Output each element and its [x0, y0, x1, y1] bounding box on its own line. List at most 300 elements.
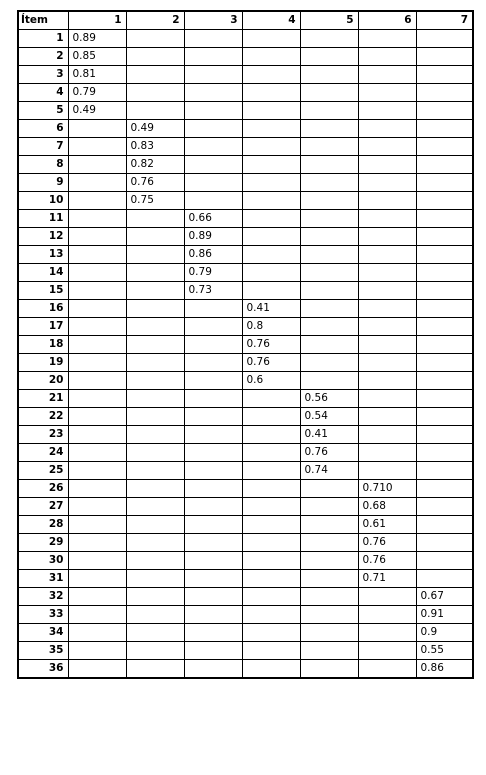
item-number-cell: 20: [18, 372, 68, 390]
loading-value: 0.86: [420, 662, 444, 674]
empty-cell: [242, 264, 300, 282]
empty-cell: [68, 606, 126, 624]
loading-value-cell: [184, 210, 242, 228]
empty-cell: [126, 552, 184, 570]
empty-cell: [358, 390, 416, 408]
empty-cell: [68, 336, 126, 354]
empty-cell: [300, 84, 358, 102]
loading-value-cell: [242, 372, 300, 390]
item-number-cell: 22: [18, 408, 68, 426]
empty-cell: [358, 606, 416, 624]
empty-cell: [300, 624, 358, 642]
table-row: [18, 318, 473, 336]
empty-cell: [358, 192, 416, 210]
empty-cell: [242, 444, 300, 462]
empty-cell: [416, 246, 473, 264]
empty-cell: [126, 516, 184, 534]
empty-cell: [68, 300, 126, 318]
loading-value-cell: [68, 84, 126, 102]
empty-cell: [242, 552, 300, 570]
empty-cell: [416, 174, 473, 192]
empty-cell: [184, 318, 242, 336]
empty-cell: [416, 156, 473, 174]
empty-cell: [68, 660, 126, 679]
empty-cell: [358, 408, 416, 426]
loading-value: 0.83: [130, 140, 154, 152]
empty-cell: [416, 318, 473, 336]
empty-cell: [358, 282, 416, 300]
empty-cell: [126, 264, 184, 282]
empty-cell: [184, 66, 242, 84]
table-row: [18, 300, 473, 318]
empty-cell: [416, 282, 473, 300]
loading-value: 0.710: [362, 482, 393, 494]
empty-cell: [184, 354, 242, 372]
item-number-cell: 15: [18, 282, 68, 300]
empty-cell: [184, 174, 242, 192]
empty-cell: [300, 192, 358, 210]
item-number-cell: 18: [18, 336, 68, 354]
empty-cell: [184, 480, 242, 498]
empty-cell: [126, 444, 184, 462]
loadings-table-container: [17, 10, 474, 679]
empty-cell: [358, 624, 416, 642]
table-row: [18, 192, 473, 210]
table-row: [18, 426, 473, 444]
table-row: [18, 282, 473, 300]
loading-value-cell: [126, 138, 184, 156]
loading-value-cell: [300, 390, 358, 408]
empty-cell: [242, 210, 300, 228]
loading-value-cell: [300, 408, 358, 426]
empty-cell: [184, 372, 242, 390]
empty-cell: [300, 480, 358, 498]
empty-cell: [416, 66, 473, 84]
table-row: [18, 336, 473, 354]
loading-value: 0.76: [304, 446, 328, 458]
table-row: [18, 138, 473, 156]
empty-cell: [126, 210, 184, 228]
empty-cell: [126, 66, 184, 84]
empty-cell: [184, 120, 242, 138]
loading-value-cell: [68, 66, 126, 84]
loading-value-cell: [416, 624, 473, 642]
loading-value-cell: [358, 480, 416, 498]
empty-cell: [358, 444, 416, 462]
table-row: [18, 390, 473, 408]
empty-cell: [358, 318, 416, 336]
item-number-cell: 21: [18, 390, 68, 408]
empty-cell: [242, 48, 300, 66]
empty-cell: [68, 120, 126, 138]
table-row: [18, 210, 473, 228]
loading-value-cell: [358, 516, 416, 534]
item-number-cell: 12: [18, 228, 68, 246]
loading-value: 0.49: [72, 104, 96, 116]
loading-value: 0.66: [188, 212, 212, 224]
empty-cell: [126, 462, 184, 480]
empty-cell: [300, 48, 358, 66]
empty-cell: [358, 84, 416, 102]
empty-cell: [300, 30, 358, 48]
empty-cell: [300, 642, 358, 660]
empty-cell: [242, 498, 300, 516]
table-row: [18, 570, 473, 588]
empty-cell: [242, 606, 300, 624]
loading-value: 0.41: [246, 302, 270, 314]
loading-value: 0.68: [362, 500, 386, 512]
empty-cell: [126, 642, 184, 660]
empty-cell: [184, 408, 242, 426]
empty-cell: [416, 300, 473, 318]
table-row: [18, 606, 473, 624]
empty-cell: [242, 66, 300, 84]
loading-value: 0.55: [420, 644, 444, 656]
table-row: [18, 516, 473, 534]
empty-cell: [416, 570, 473, 588]
empty-cell: [416, 408, 473, 426]
empty-cell: [416, 48, 473, 66]
empty-cell: [416, 30, 473, 48]
empty-cell: [300, 660, 358, 679]
empty-cell: [242, 516, 300, 534]
item-number-cell: 2: [18, 48, 68, 66]
loading-value-cell: [68, 102, 126, 120]
header-factor-5: 5: [300, 11, 358, 30]
loading-value: 0.54: [304, 410, 328, 422]
empty-cell: [358, 228, 416, 246]
loading-value: 0.56: [304, 392, 328, 404]
empty-cell: [242, 282, 300, 300]
table-row: [18, 372, 473, 390]
empty-cell: [416, 120, 473, 138]
table-body: [18, 30, 473, 679]
empty-cell: [358, 300, 416, 318]
loading-value-cell: [358, 552, 416, 570]
item-number-cell: 30: [18, 552, 68, 570]
empty-cell: [126, 282, 184, 300]
item-number-cell: 13: [18, 246, 68, 264]
table-row: [18, 48, 473, 66]
table-row: [18, 354, 473, 372]
table-row: [18, 588, 473, 606]
loading-value-cell: [68, 30, 126, 48]
empty-cell: [184, 84, 242, 102]
empty-cell: [358, 120, 416, 138]
loading-value: 0.76: [246, 338, 270, 350]
empty-cell: [242, 570, 300, 588]
loading-value-cell: [242, 300, 300, 318]
loading-value: 0.74: [304, 464, 328, 476]
empty-cell: [416, 444, 473, 462]
item-number-cell: 5: [18, 102, 68, 120]
empty-cell: [242, 534, 300, 552]
empty-cell: [242, 138, 300, 156]
empty-cell: [68, 552, 126, 570]
empty-cell: [126, 498, 184, 516]
loading-value-cell: [416, 588, 473, 606]
empty-cell: [242, 642, 300, 660]
item-number-cell: 34: [18, 624, 68, 642]
loading-value-cell: [300, 462, 358, 480]
empty-cell: [68, 228, 126, 246]
item-number-cell: 1: [18, 30, 68, 48]
empty-cell: [242, 120, 300, 138]
empty-cell: [358, 174, 416, 192]
empty-cell: [300, 138, 358, 156]
loading-value: 0.49: [130, 122, 154, 134]
empty-cell: [126, 660, 184, 679]
loading-value: 0.89: [188, 230, 212, 242]
loading-value-cell: [126, 174, 184, 192]
empty-cell: [242, 174, 300, 192]
loading-value-cell: [184, 282, 242, 300]
empty-cell: [126, 318, 184, 336]
empty-cell: [242, 588, 300, 606]
loading-value: 0.61: [362, 518, 386, 530]
item-number-cell: 11: [18, 210, 68, 228]
empty-cell: [184, 138, 242, 156]
empty-cell: [68, 570, 126, 588]
empty-cell: [68, 246, 126, 264]
empty-cell: [184, 570, 242, 588]
item-number-cell: 6: [18, 120, 68, 138]
empty-cell: [126, 480, 184, 498]
empty-cell: [68, 264, 126, 282]
item-number-cell: 23: [18, 426, 68, 444]
item-number-cell: 14: [18, 264, 68, 282]
empty-cell: [242, 102, 300, 120]
empty-cell: [68, 408, 126, 426]
empty-cell: [126, 336, 184, 354]
empty-cell: [358, 48, 416, 66]
loading-value: 0.79: [72, 86, 96, 98]
empty-cell: [68, 624, 126, 642]
empty-cell: [242, 408, 300, 426]
table-row: [18, 408, 473, 426]
loading-value-cell: [126, 192, 184, 210]
empty-cell: [68, 192, 126, 210]
header-factor-3: 3: [184, 11, 242, 30]
loading-value-cell: [184, 246, 242, 264]
item-number-cell: 25: [18, 462, 68, 480]
empty-cell: [300, 174, 358, 192]
loading-value: 0.89: [72, 32, 96, 44]
table-row: [18, 534, 473, 552]
empty-cell: [242, 228, 300, 246]
loading-value-cell: [184, 264, 242, 282]
item-number-cell: 35: [18, 642, 68, 660]
empty-cell: [300, 102, 358, 120]
item-number-cell: 27: [18, 498, 68, 516]
item-number-cell: 19: [18, 354, 68, 372]
empty-cell: [416, 354, 473, 372]
empty-cell: [300, 606, 358, 624]
table-row: [18, 498, 473, 516]
empty-cell: [300, 318, 358, 336]
empty-cell: [68, 588, 126, 606]
loading-value-cell: [126, 120, 184, 138]
empty-cell: [68, 444, 126, 462]
empty-cell: [300, 228, 358, 246]
empty-cell: [68, 156, 126, 174]
empty-cell: [416, 138, 473, 156]
empty-cell: [184, 534, 242, 552]
empty-cell: [416, 210, 473, 228]
loading-value: 0.73: [188, 284, 212, 296]
empty-cell: [126, 624, 184, 642]
empty-cell: [242, 246, 300, 264]
empty-cell: [126, 570, 184, 588]
empty-cell: [68, 138, 126, 156]
empty-cell: [184, 462, 242, 480]
empty-cell: [242, 192, 300, 210]
table-row: [18, 66, 473, 84]
empty-cell: [184, 48, 242, 66]
empty-cell: [416, 336, 473, 354]
item-number-cell: 24: [18, 444, 68, 462]
empty-cell: [300, 300, 358, 318]
loading-value: 0.71: [362, 572, 386, 584]
empty-cell: [300, 336, 358, 354]
item-number-cell: 36: [18, 660, 68, 679]
table-row: [18, 660, 473, 679]
table-row: [18, 246, 473, 264]
empty-cell: [300, 66, 358, 84]
empty-cell: [126, 534, 184, 552]
header-factor-7: 7: [416, 11, 473, 30]
empty-cell: [358, 246, 416, 264]
empty-cell: [126, 606, 184, 624]
empty-cell: [126, 588, 184, 606]
empty-cell: [68, 480, 126, 498]
loading-value: 0.76: [362, 554, 386, 566]
loading-value-cell: [68, 48, 126, 66]
empty-cell: [184, 498, 242, 516]
empty-cell: [416, 426, 473, 444]
empty-cell: [126, 354, 184, 372]
empty-cell: [68, 318, 126, 336]
header-factor-6: 6: [358, 11, 416, 30]
header-factor-4: 4: [242, 11, 300, 30]
empty-cell: [416, 498, 473, 516]
empty-cell: [242, 426, 300, 444]
header-item: Ítem: [18, 11, 68, 30]
loading-value-cell: [300, 444, 358, 462]
table-row: [18, 120, 473, 138]
table-row: [18, 264, 473, 282]
empty-cell: [300, 516, 358, 534]
empty-cell: [242, 30, 300, 48]
empty-cell: [416, 462, 473, 480]
empty-cell: [358, 30, 416, 48]
item-number-cell: 9: [18, 174, 68, 192]
empty-cell: [416, 192, 473, 210]
empty-cell: [242, 660, 300, 679]
empty-cell: [184, 660, 242, 679]
loading-value-cell: [416, 642, 473, 660]
loading-value: 0.8: [246, 320, 264, 332]
empty-cell: [300, 498, 358, 516]
empty-cell: [416, 264, 473, 282]
item-number-cell: 29: [18, 534, 68, 552]
table-row: [18, 552, 473, 570]
empty-cell: [184, 444, 242, 462]
empty-cell: [358, 66, 416, 84]
empty-cell: [358, 642, 416, 660]
loading-value-cell: [300, 426, 358, 444]
item-number-cell: 28: [18, 516, 68, 534]
empty-cell: [126, 48, 184, 66]
empty-cell: [68, 354, 126, 372]
empty-cell: [242, 156, 300, 174]
empty-cell: [358, 462, 416, 480]
empty-cell: [184, 156, 242, 174]
loading-value: 0.91: [420, 608, 444, 620]
loading-value: 0.76: [362, 536, 386, 548]
empty-cell: [358, 156, 416, 174]
empty-cell: [358, 354, 416, 372]
empty-cell: [358, 102, 416, 120]
item-number-cell: 16: [18, 300, 68, 318]
empty-cell: [126, 372, 184, 390]
loading-value: 0.76: [130, 176, 154, 188]
empty-cell: [300, 372, 358, 390]
empty-cell: [416, 516, 473, 534]
item-number-cell: 26: [18, 480, 68, 498]
empty-cell: [416, 372, 473, 390]
empty-cell: [358, 210, 416, 228]
empty-cell: [300, 264, 358, 282]
empty-cell: [358, 336, 416, 354]
item-number-cell: 10: [18, 192, 68, 210]
empty-cell: [416, 552, 473, 570]
empty-cell: [300, 210, 358, 228]
loading-value-cell: [242, 336, 300, 354]
empty-cell: [300, 534, 358, 552]
item-number-cell: 31: [18, 570, 68, 588]
empty-cell: [184, 102, 242, 120]
empty-cell: [242, 480, 300, 498]
loading-value-cell: [184, 228, 242, 246]
loading-value: 0.79: [188, 266, 212, 278]
empty-cell: [242, 624, 300, 642]
table-row: [18, 174, 473, 192]
empty-cell: [242, 390, 300, 408]
empty-cell: [300, 120, 358, 138]
loading-value-cell: [242, 354, 300, 372]
empty-cell: [358, 264, 416, 282]
empty-cell: [300, 246, 358, 264]
empty-cell: [416, 480, 473, 498]
table-row: [18, 462, 473, 480]
empty-cell: [358, 426, 416, 444]
empty-cell: [184, 606, 242, 624]
empty-cell: [68, 462, 126, 480]
empty-cell: [358, 660, 416, 679]
empty-cell: [300, 156, 358, 174]
item-number-cell: 32: [18, 588, 68, 606]
empty-cell: [126, 228, 184, 246]
table-row: [18, 624, 473, 642]
empty-cell: [126, 30, 184, 48]
table-row: [18, 102, 473, 120]
empty-cell: [184, 390, 242, 408]
item-number-cell: 3: [18, 66, 68, 84]
loading-value: 0.67: [420, 590, 444, 602]
empty-cell: [184, 192, 242, 210]
empty-cell: [416, 390, 473, 408]
